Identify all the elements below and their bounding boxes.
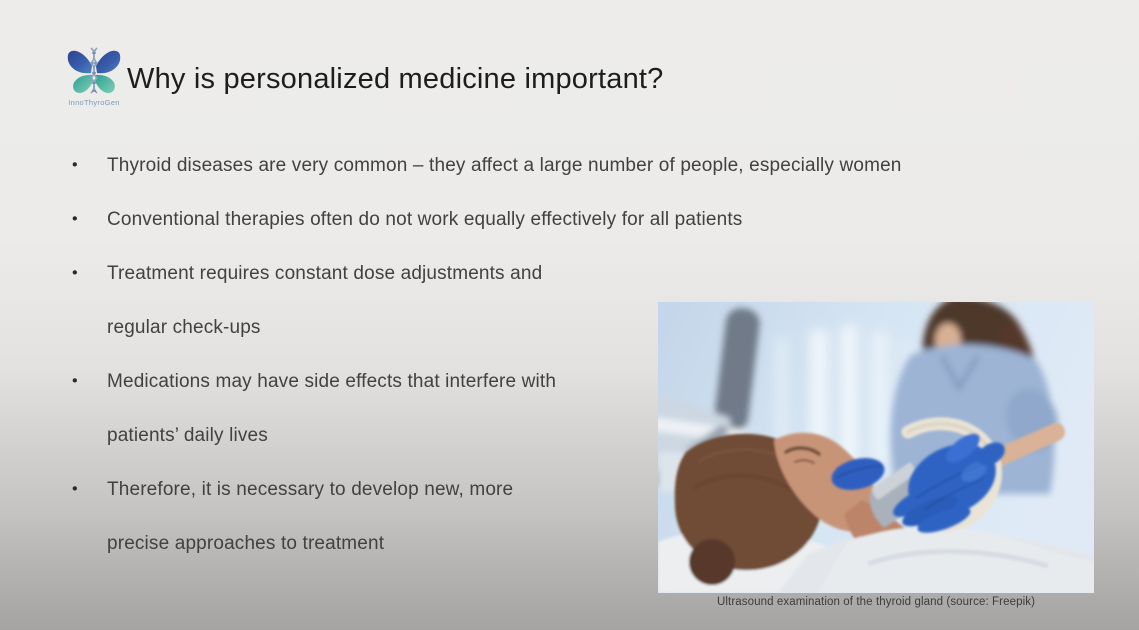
brand-logo	[58, 45, 130, 107]
bullet-marker: •	[72, 264, 78, 282]
bullet-text: Thyroid diseases are very common – they affect a large number of people, especially women	[107, 155, 902, 176]
slide-title: Why is personalized medicine important?	[127, 63, 664, 95]
bullet-text: Treatment requires constant dose adjustments and	[107, 263, 543, 284]
butterfly-dna-logo-icon	[63, 45, 125, 97]
bullet-text: patients’ daily lives	[107, 425, 268, 446]
bullet-line	[72, 247, 1097, 301]
bullet-text: regular check-ups	[107, 317, 261, 338]
brand-name: InnoThyroGen	[68, 98, 120, 107]
ultrasound-photo-illustration	[658, 302, 1094, 593]
photo-caption: Ultrasound examination of the thyroid gland (source: Freepik)	[716, 596, 1036, 608]
bullet-marker: •	[72, 372, 78, 390]
bullet-text: Medications may have side effects that interfere with	[107, 371, 557, 392]
bullet-text: Therefore, it is necessary to develop new, more	[107, 479, 514, 500]
bullet-line	[72, 193, 1097, 247]
bullet-text: precise approaches to treatment	[107, 533, 385, 554]
bullet-text: Conventional therapies often do not work equally effectively for all patients	[107, 209, 743, 230]
ultrasound-photo	[658, 302, 1094, 593]
bullet-marker: •	[72, 210, 78, 228]
bullet-line	[72, 139, 1097, 193]
bullet-marker: •	[72, 480, 78, 498]
bullet-marker: •	[72, 156, 78, 174]
